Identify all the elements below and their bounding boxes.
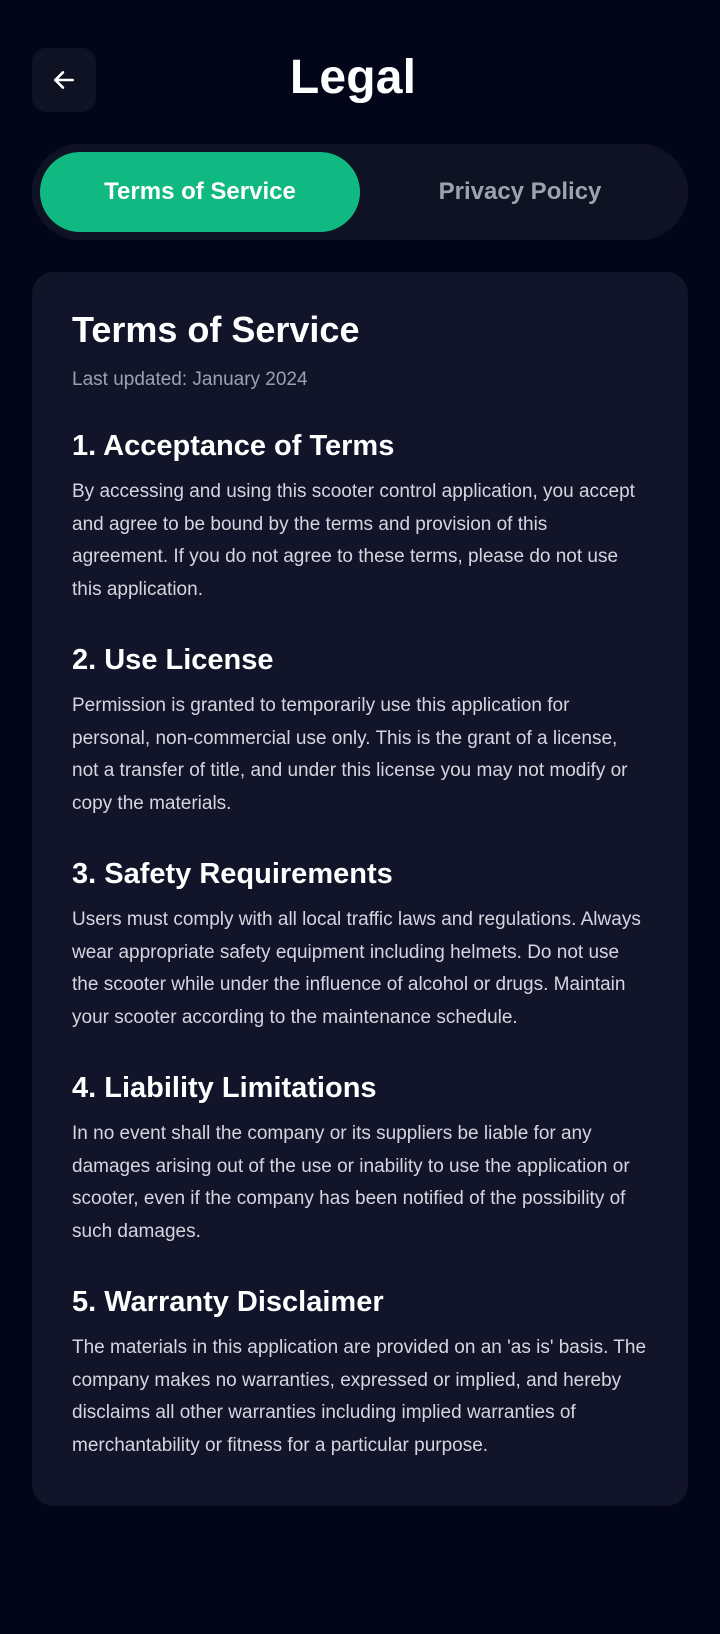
section-heading: 2. Use License — [72, 644, 274, 676]
section-body: Permission is granted to temporarily use this application for personal, non-commercial use only. This is the grant of a license, not a transfer of title, and under this license you may not modify or copy the materials. — [72, 695, 628, 814]
section-body: In no event shall the company or its suppliers be liable for any damages arising out of the use or inability to use the application or scooter, even if the company has been notified of the possibility of such damages. — [72, 1123, 630, 1242]
header — [0, 0, 720, 140]
section-warranty-disclaimer — [72, 1284, 648, 1462]
section-liability-limitations — [72, 1070, 648, 1248]
last-updated-text: Last updated: January 2024 — [72, 369, 308, 390]
section-body: The materials in this application are provided on an 'as is' basis. The company makes no warranties, expressed or implied, and hereby disclaims all other warranties including implied warranties of merchantability or fitness for a particular purpose. — [72, 1337, 647, 1456]
legal-tabs — [32, 144, 688, 240]
tab-terms-of-service[interactable]: Terms of Service — [40, 152, 360, 232]
tab-privacy-policy[interactable]: Privacy Policy — [438, 178, 602, 205]
section-heading: 3. Safety Requirements — [72, 858, 393, 890]
page-title: Legal — [289, 51, 417, 104]
section-safety-requirements — [72, 856, 648, 1034]
document-title: Terms of Service — [72, 309, 360, 350]
section-heading: 1. Acceptance of Terms — [72, 430, 395, 462]
section-body: Users must comply with all local traffic laws and regulations. Always wear appropriate safety equipment including helmets. Do not use the scooter while under the influence of alcohol or drugs. Maintain your scooter according to the maintenance schedule. — [72, 909, 641, 1028]
section-acceptance-of-terms — [72, 428, 648, 606]
section-heading: 5. Warranty Disclaimer — [72, 1286, 384, 1318]
section-body: By accessing and using this scooter control application, you accept and agree to be bound by the terms and provision of this agreement. If you do not agree to these terms, please do not use this application. — [72, 481, 635, 600]
section-use-license — [72, 642, 648, 820]
section-heading: 4. Liability Limitations — [72, 1072, 377, 1104]
terms-card — [32, 272, 688, 1506]
